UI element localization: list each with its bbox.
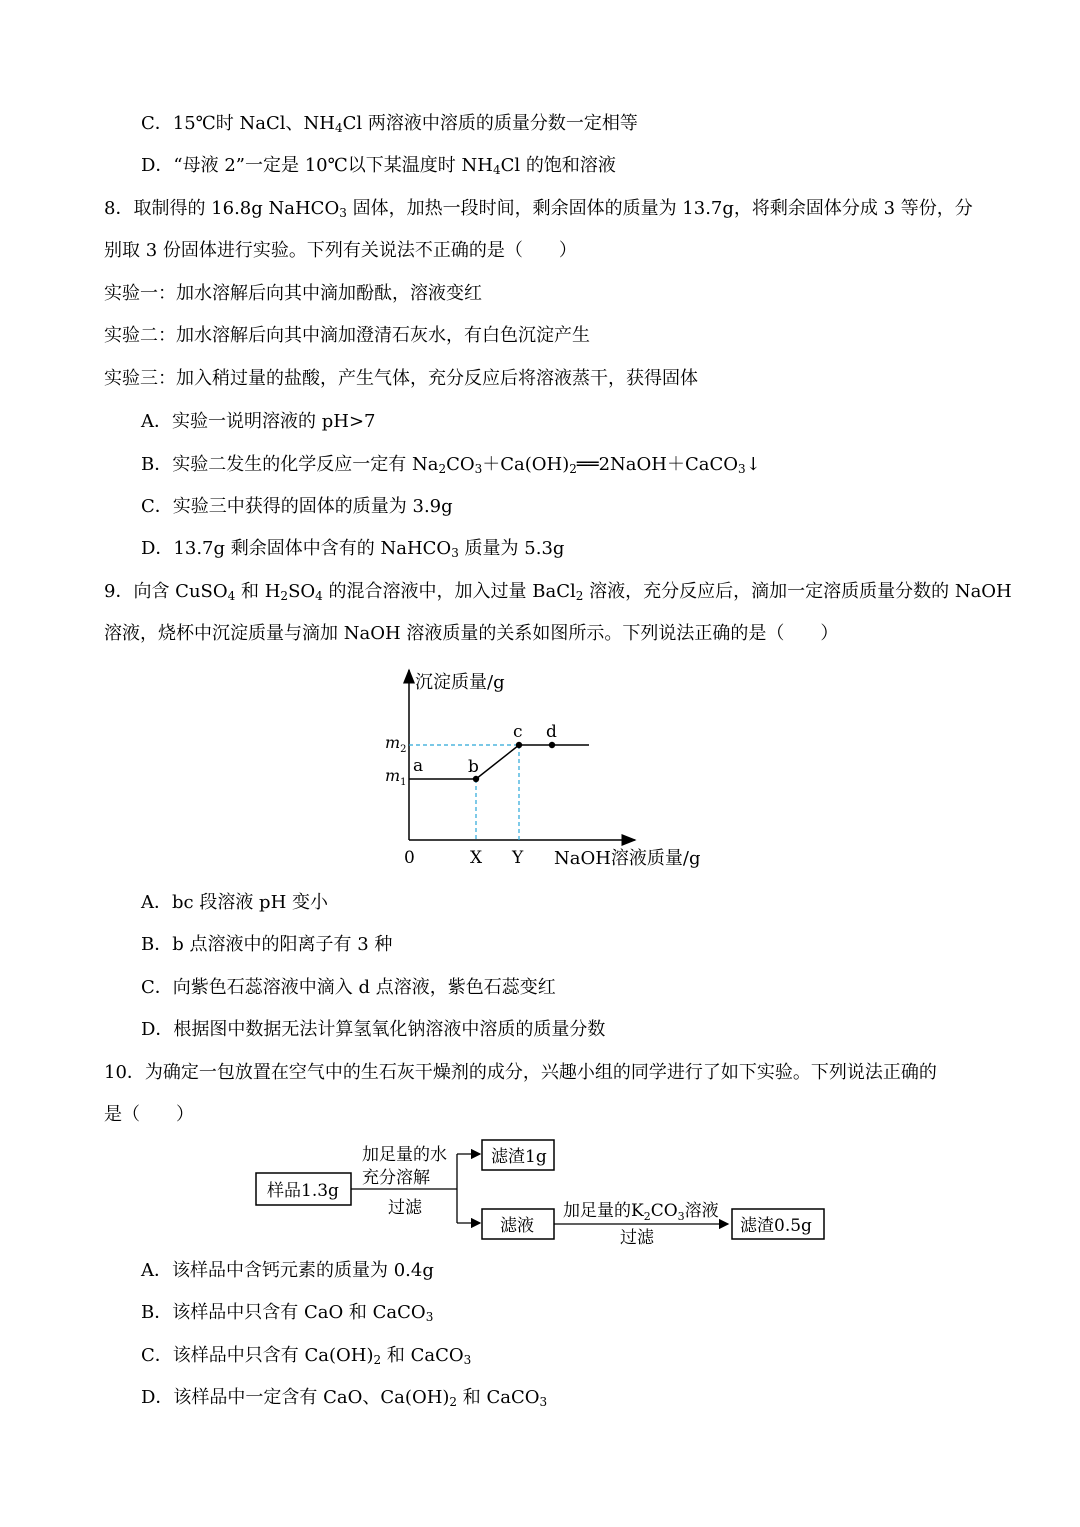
step1-top: 加足量的水 (362, 1145, 447, 1165)
q8-option-d: D．13.7g 剩余固体中含有的 NaHCO$_3$ 质量为 5.3g (141, 538, 565, 560)
q10-option-b: B．该样品中只含有 CaO 和 CaCO$_3$ (141, 1302, 434, 1324)
point-c (516, 742, 522, 748)
x-tick-Y: Y (512, 848, 524, 868)
point-label-c: c (513, 722, 523, 742)
sample-label: 样品1.3g (267, 1181, 339, 1201)
point-label-a: a (413, 756, 424, 776)
q8-option-c: C．实验三中获得的固体的质量为 3.9g (141, 496, 453, 517)
y-tick-m1: $m_1$ (385, 766, 407, 788)
q9-chart (370, 660, 710, 875)
point-d (549, 742, 555, 748)
q8-option-b: B．实验二发生的化学反应一定有 $Na_2CO_3+Ca(OH)_2══2NaOH+CaCO_3↓$ (141, 454, 761, 476)
q9-option-a: A．bc 段溶液 pH 变小 (141, 892, 328, 913)
q8-experiment-1: 实验一：加水溶解后向其中滴加酚酞，溶液变红 (104, 283, 482, 304)
q10-option-c: C．该样品中只含有 $Ca(OH)_2$ 和 CaCO$_3$ (141, 1345, 472, 1367)
q10-flow-diagram (250, 1135, 840, 1250)
y-axis-label: 沉淀质量/g (415, 672, 505, 693)
q9-option-c: C．向紫色石蕊溶液中滴入 d 点溶液，紫色石蕊变红 (141, 977, 556, 998)
q9-option-b: B．b 点溶液中的阳离子有 3 种 (141, 934, 393, 955)
q7-option-c: C．15℃时 NaCl、$NH_4Cl$ 两溶液中溶质的质量分数一定相等 (141, 113, 638, 135)
step1-mid: 充分溶解 (362, 1168, 430, 1188)
residue2-label: 滤渣0.5g (740, 1216, 812, 1236)
origin-label: 0 (404, 848, 415, 868)
y-tick-m2: $m_2$ (385, 733, 407, 755)
x-axis-label: NaOH溶液质量/g (554, 848, 701, 869)
q8-stem-line2: 别取 3 份固体进行实验。下列有关说法不正确的是（ ） (104, 240, 577, 261)
filtrate-label: 滤液 (500, 1216, 534, 1236)
q10-option-d: D．该样品中一定含有 CaO、$Ca(OH)_2$ 和 CaCO$_3$ (141, 1387, 548, 1409)
q7-option-d: D．“母液 2”一定是 10℃以下某温度时 $NH_4Cl$ 的饱和溶液 (141, 155, 616, 177)
q9-option-d: D．根据图中数据无法计算氢氧化钠溶液中溶质的质量分数 (141, 1019, 606, 1040)
point-label-d: d (546, 722, 557, 742)
step1-bot: 过滤 (388, 1198, 422, 1218)
q9-stem-line1: 9．向含 CuSO$_4$ 和 $H_2SO_4$ 的混合溶液中，加入过量 BaCl$_2$ 溶液，充分反应后，滴加一定溶质质量分数的 NaOH (104, 581, 1012, 603)
q10-stem-line2: 是（ ） (104, 1104, 194, 1125)
residue1-label: 滤渣1g (491, 1147, 547, 1167)
q8-experiment-3: 实验三：加入稍过量的盐酸，产生气体，充分反应后将溶液蒸干，获得固体 (104, 368, 698, 389)
q8-stem-line1: 8．取制得的 16.8g NaHCO$_3$ 固体，加热一段时间，剩余固体的质量为 13.7g，将剩余固体分成 3 等份，分 (104, 198, 973, 220)
q10-option-a: A．该样品中含钙元素的质量为 0.4g (141, 1260, 434, 1281)
q10-stem-line1: 10．为确定一包放置在空气中的生石灰干燥剂的成分，兴趣小组的同学进行了如下实验。下列说法正确的 (104, 1062, 937, 1083)
q8-experiment-2: 实验二：加水溶解后向其中滴加澄清石灰水，有白色沉淀产生 (104, 325, 590, 346)
series-line (409, 745, 589, 779)
x-tick-X: X (470, 848, 483, 868)
q8-option-a: A．实验一说明溶液的 pH>7 (141, 411, 376, 432)
step2-top: 加足量的$K_2CO_3$溶液 (563, 1201, 719, 1223)
q9-stem-line2: 溶液，烧杯中沉淀质量与滴加 NaOH 溶液质量的关系如图所示。下列说法正确的是（ ） (104, 623, 839, 644)
step2-bot: 过滤 (620, 1228, 654, 1248)
point-label-b: b (468, 757, 479, 777)
